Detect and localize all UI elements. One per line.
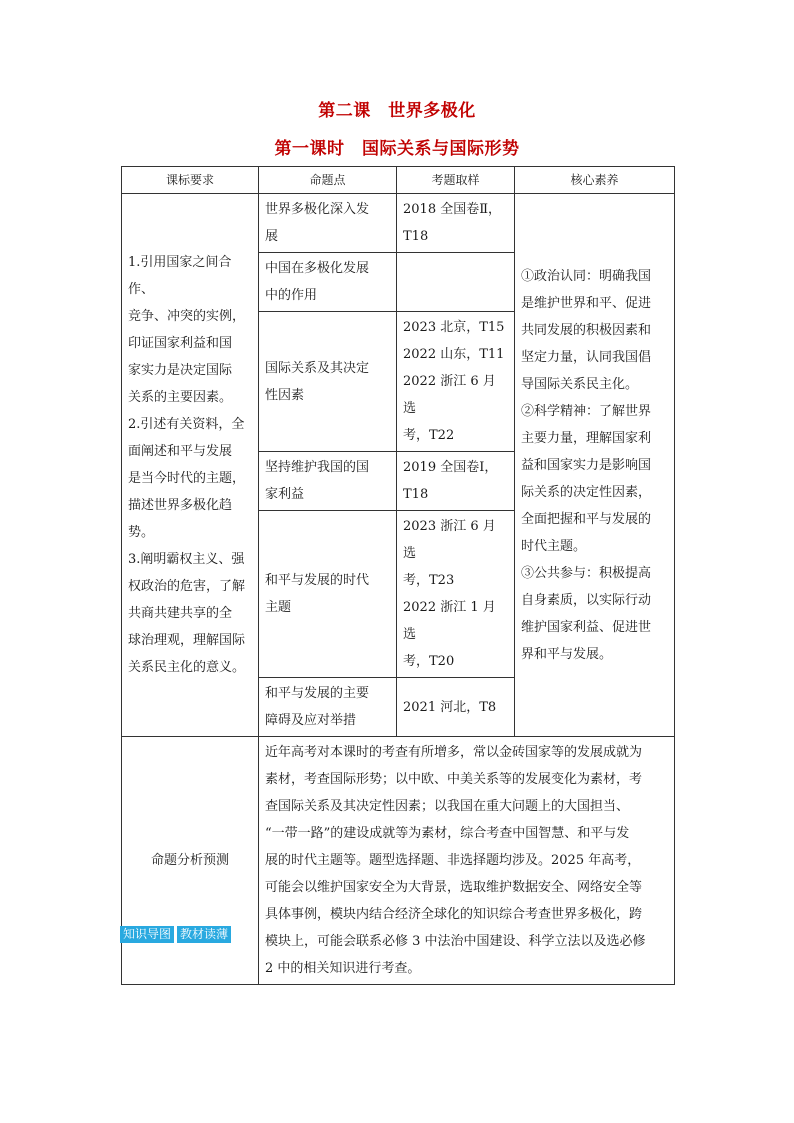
exam-line: 2023 北京，T15 (403, 320, 505, 335)
analysis-text (259, 737, 675, 985)
point-line: 展 (265, 229, 279, 244)
tag-knowledge-map: 知识导图 (120, 926, 174, 943)
requirement-line: 共商共建共享的全 (128, 606, 233, 621)
exam-cell (397, 452, 515, 511)
point-cell (259, 452, 397, 511)
analysis-row (122, 737, 675, 985)
core-line: ③公共参与：积极提高 (521, 565, 652, 581)
analysis-line: “一带一路”的建设成就等为素材，综合考查中国智慧、和平与发 (265, 826, 630, 841)
core-line: 际关系的决定性因素， (521, 484, 652, 500)
tag-textbook-summary: 教材读薄 (177, 926, 231, 943)
exam-line: 考，T23 (403, 573, 455, 588)
analysis-line: 展的时代主题等。题型选择题、非选择题均涉及。2025 年高考， (265, 853, 641, 868)
analysis-line: 可能会以维护国家安全为大背景，选取维护数据安全、网络安全等 (265, 880, 643, 895)
core-line: 益和国家实力是影响国 (521, 457, 652, 473)
requirement-line: 竞争、冲突的实例， (128, 309, 246, 324)
exam-cell (397, 312, 515, 452)
header-point: 命题点 (259, 167, 397, 194)
requirement-line: 关系的主要因素。 (128, 390, 233, 405)
table-header-row (122, 167, 675, 194)
core-line: ①政治认同：明确我国 (521, 268, 652, 284)
point-line: 世界多极化深入发 (265, 202, 370, 217)
exam-cell (397, 511, 515, 678)
analysis-line: 素材，考查国际形势；以中欧、中美关系等的发展变化为素材，考 (265, 772, 643, 787)
point-cell (259, 678, 397, 737)
core-line: 时代主题。 (521, 538, 587, 554)
core-line: 维护国家利益、促进世 (521, 619, 652, 635)
analysis-line: 查国际关系及其决定性因素；以我国在重大问题上的大国担当、 (265, 799, 630, 814)
point-line: 障碍及应对举措 (265, 713, 357, 728)
exam-line: T18 (403, 487, 429, 502)
requirement-line: 是当今时代的主题， (128, 471, 246, 486)
exam-line: 2022 山东，T11 (403, 347, 505, 362)
requirement-line: 面阐述和平与发展 (128, 444, 233, 459)
core-line: 是维护世界和平、促进 (521, 295, 652, 311)
point-line: 主题 (265, 600, 292, 615)
requirement-line: 1.引用国家之间合作、 (128, 255, 232, 297)
requirement-line: 势。 (128, 525, 155, 540)
exam-line: T18 (403, 229, 429, 244)
point-cell (259, 194, 397, 253)
analysis-label: 命题分析预测 (122, 737, 259, 985)
curriculum-table (121, 166, 675, 985)
point-line: 和平与发展的时代 (265, 573, 370, 588)
point-line: 家利益 (265, 487, 305, 502)
requirement-line: 印证国家利益和国 (128, 336, 233, 351)
analysis-line: 2 中的相关知识进行考查。 (265, 961, 421, 976)
requirement-line: 权政治的危害，了解 (128, 579, 246, 594)
core-line: 主要力量，理解国家利 (521, 430, 652, 446)
exam-cell (397, 253, 515, 312)
header-exam: 考题取样 (397, 167, 515, 194)
requirement-line: 3.阐明霸权主义、强 (128, 552, 245, 567)
core-literacy-cell (515, 194, 675, 737)
point-cell (259, 312, 397, 452)
point-line: 中的作用 (265, 288, 318, 303)
section-title: 第一课时 国际关系与国际形势 (274, 139, 520, 159)
exam-line: 2022 浙江 6 月选 (403, 374, 496, 416)
point-cell (259, 253, 397, 312)
core-line: 共同发展的积极因素和 (521, 322, 652, 338)
requirement-line: 关系民主化的意义。 (128, 660, 246, 675)
analysis-line: 近年高考对本课时的考查有所增多，常以金砖国家等的发展成就为 (265, 745, 643, 760)
requirement-line: 家实力是决定国际 (128, 363, 233, 378)
table-row (122, 194, 675, 253)
core-line: 全面把握和平与发展的 (521, 511, 652, 527)
exam-line: 2021 河北，T8 (403, 699, 497, 715)
analysis-line: 模块上，可能会联系必修 3 中法治中国建设、科学立法以及选必修 (265, 934, 646, 949)
exam-line: 2022 浙江 1 月选 (403, 600, 496, 642)
point-line: 和平与发展的主要 (265, 686, 370, 701)
core-line: ②科学精神：了解世界 (521, 403, 652, 419)
point-line: 中国在多极化发展 (265, 261, 370, 276)
point-line: 性因素 (265, 387, 305, 403)
exam-line: 考，T22 (403, 428, 455, 443)
point-line: 国际关系及其决定 (265, 360, 370, 376)
requirement-line: 2.引述有关资料，全 (128, 417, 245, 432)
core-line: 自身素质，以实际行动 (521, 592, 652, 608)
analysis-line: 具体事例，模块内结合经济全球化的知识综合考查世界多极化，跨 (265, 907, 643, 922)
header-requirements: 课标要求 (122, 167, 259, 194)
requirement-line: 描述世界多极化趋 (128, 498, 233, 513)
exam-line: 2019 全国卷Ⅰ， (403, 460, 498, 475)
exam-line: 2023 浙江 6 月选 (403, 519, 496, 561)
lesson-title: 第二课 世界多极化 (318, 101, 476, 121)
header-core: 核心素养 (515, 167, 675, 194)
point-line: 坚持维护我国的国 (265, 460, 370, 475)
exam-cell (397, 194, 515, 253)
exam-line: 2018 全国卷Ⅱ， (403, 202, 502, 217)
core-line: 坚定力量，认同我国倡 (521, 349, 652, 365)
point-cell (259, 511, 397, 678)
requirements-cell (122, 194, 259, 737)
section-tags (120, 926, 234, 943)
core-line: 界和平与发展。 (521, 646, 613, 662)
requirement-line: 球治理观，理解国际 (128, 633, 246, 648)
exam-cell (397, 678, 515, 737)
exam-line: 考，T20 (403, 654, 455, 669)
core-line: 导国际关系民主化。 (521, 376, 639, 392)
